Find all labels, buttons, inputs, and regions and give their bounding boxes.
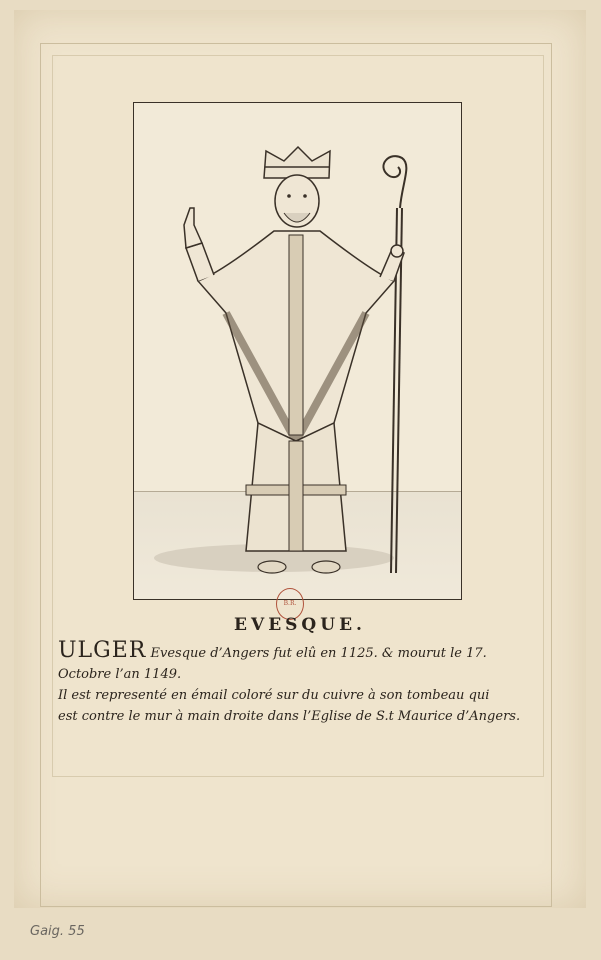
caption-line-4: est contre le mur à main droite dans l’Eglise de S.t Maurice d’Angers. bbox=[58, 709, 521, 724]
caption-line-3: Il est representé en émail coloré sur du cuivre à son tombeau qui bbox=[58, 688, 490, 703]
plate-caption bbox=[58, 640, 568, 727]
library-seal-stamp: B.R. bbox=[276, 588, 304, 620]
plate-title: EVESQUE. bbox=[234, 615, 366, 635]
bishop-figure bbox=[134, 103, 461, 599]
caption-name: ULGER bbox=[58, 638, 147, 663]
caption-line-1-text: Evesque d’Angers fut elû en 1125. & mourut le 17. bbox=[150, 646, 487, 661]
caption-line-1 bbox=[58, 640, 568, 664]
mitre-icon bbox=[264, 147, 330, 178]
shelfmark-label: Gaig. 55 bbox=[30, 924, 85, 939]
caption-line-2: Octobre l’an 1149. bbox=[58, 667, 182, 682]
illustration-frame bbox=[133, 102, 462, 600]
blessing-hand-icon bbox=[184, 208, 202, 248]
crozier-icon bbox=[383, 156, 406, 573]
